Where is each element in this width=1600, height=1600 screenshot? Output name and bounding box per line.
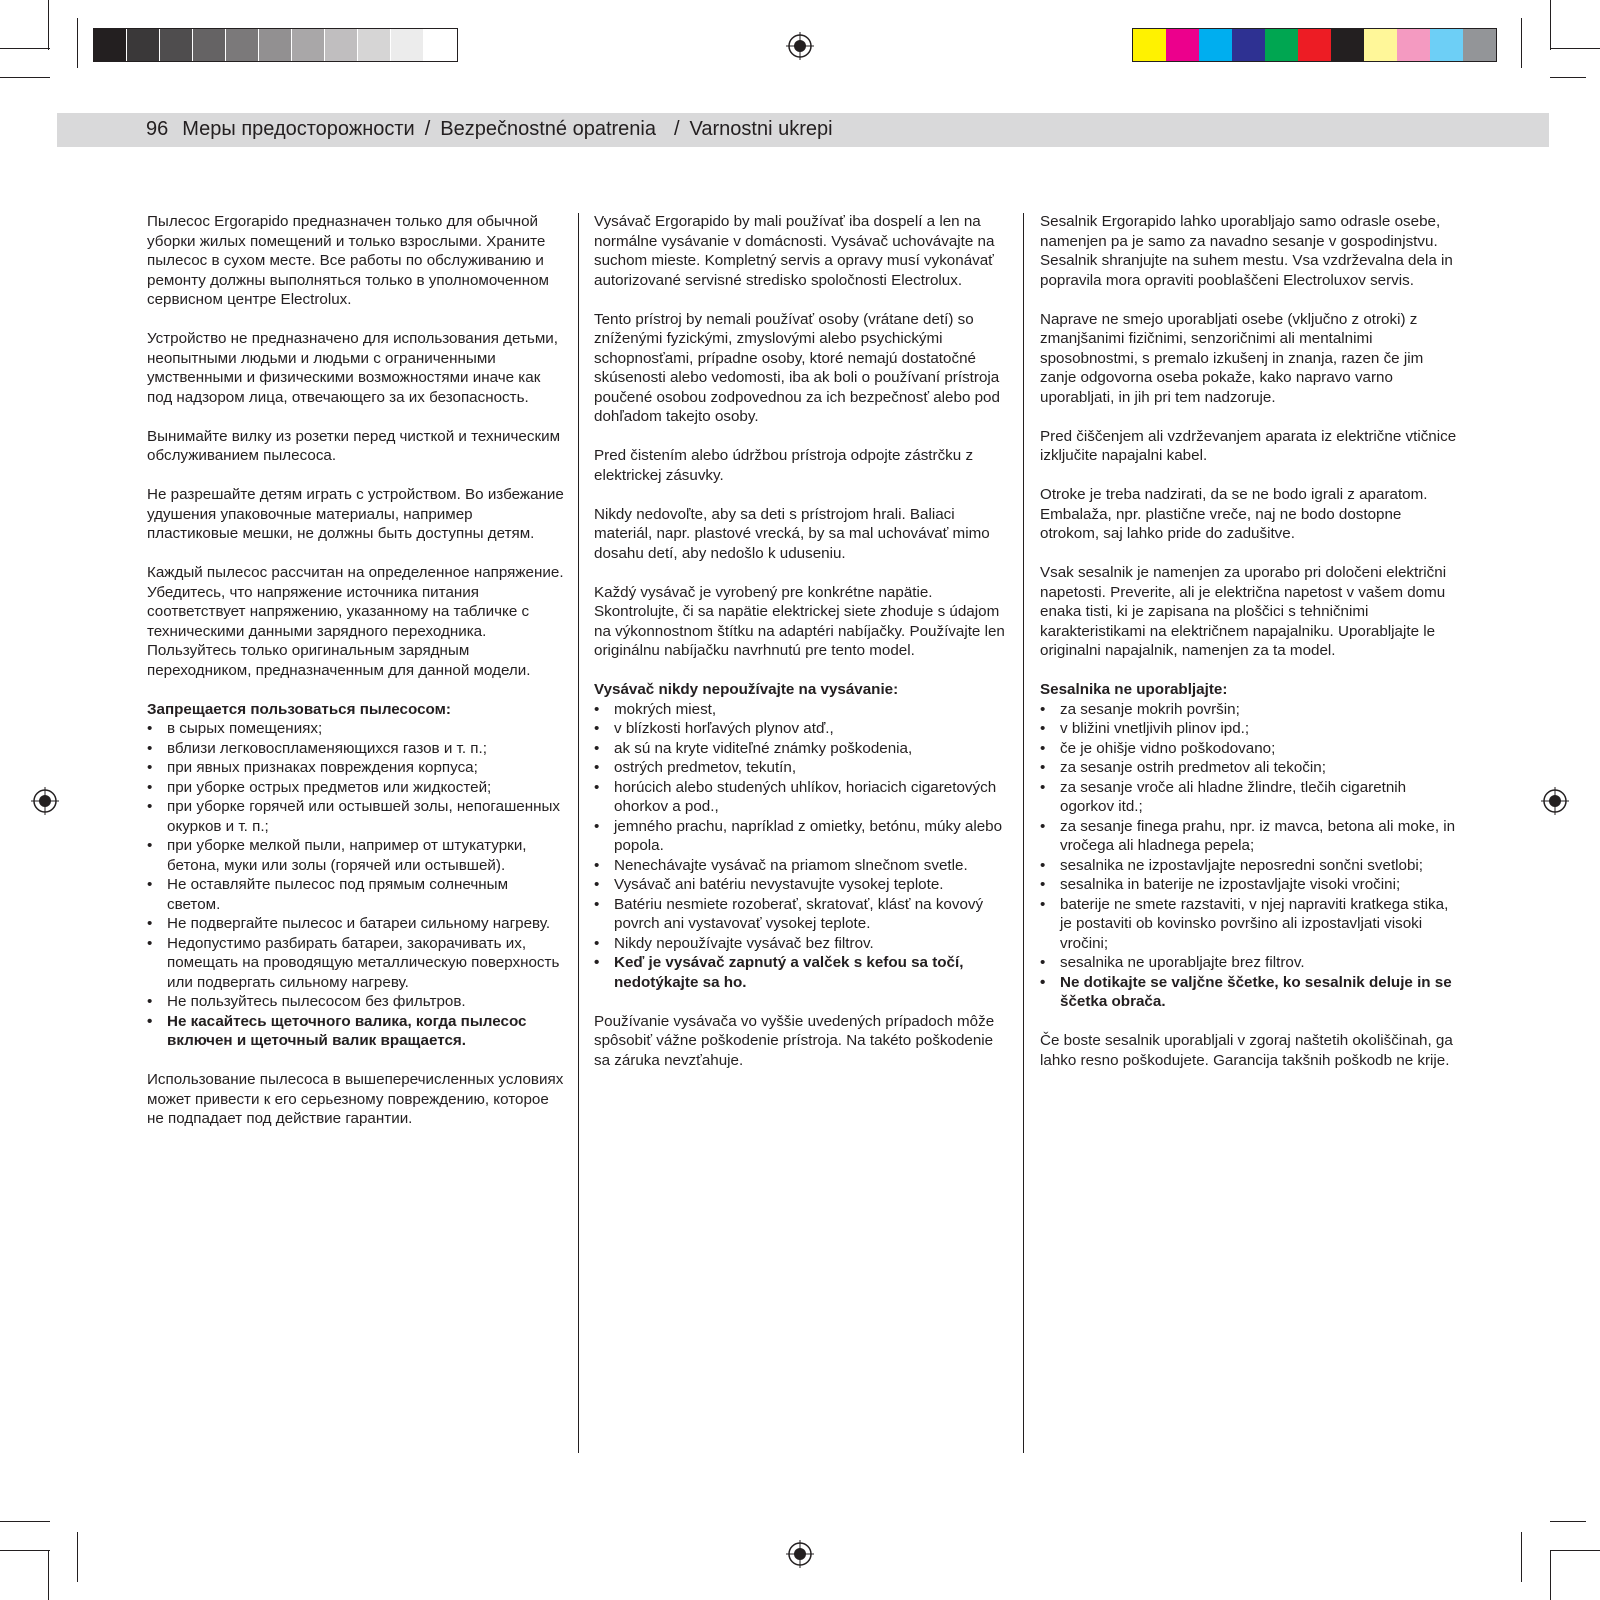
prohibited-uses-heading: Запрещается пользоваться пылесосом: [147,700,451,718]
registration-mark-icon [1541,787,1569,815]
color-swatch [1430,29,1463,61]
list-item: • v bližini vnetljivih plinov ipd.; [1040,719,1458,739]
paragraph-unplug: Pred čistením alebo údržbou prístroja odpojte zástrčku z elektrickej zásuvky. [594,447,974,484]
paragraph-voltage: Každý vysávač je vyrobený pre konkrétne napätie. Skontrolujte, či sa napätie elektrickej siete zhoduje s údajom na výkonnostnom štítku na adaptéri nabíjačky. Používajte len originálnu nabíjačku navrhnutú pre tento model. [594,583,1005,659]
prohibited-uses-list [1040,700,1458,1012]
paragraph-children: Не разрешайте детям играть с устройством. Во избежание удушения упаковочные материалы, например пластиковые мешки, не должны быть доступны детям. [147,486,564,542]
crop-mark [0,1550,50,1551]
color-swatch [1166,29,1199,61]
crop-mark [48,1550,49,1600]
header-separator: / [673,118,680,140]
color-swatch [1463,29,1496,61]
list-item: • при явных признаках повреждения корпуса; [147,758,565,778]
paragraph-warranty: Использование пылесоса в вышеперечисленных условиях может привести к его серьезному повреждению, которое не подпадает под действие гарантии. [147,1071,564,1127]
list-item: • Nenechávajte vysávač na priamom slnečnom svetle. [594,856,1012,876]
crop-mark [0,1521,50,1522]
color-swatch [1298,29,1331,61]
header-separator: / [424,118,431,140]
list-item: • в сырых помещениях; [147,719,565,739]
list-item: • za sesanje finega prahu, npr. iz mavca, betona ali moke, in vročega ali hladnega pepela; [1040,817,1458,856]
list-item: • Не пользуйтесь пылесосом без фильтров. [147,992,565,1012]
list-item: • Не оставляйте пылесос под прямым солнечным светом. [147,875,565,914]
list-item: • ak sú na kryte viditeľné známky poškodenia, [594,739,1012,759]
header-title-sl: Varnostni ukrepi [689,118,833,140]
color-swatch [259,29,292,61]
color-swatch [1331,29,1364,61]
list-item: • za sesanje ostrih predmetov ali tekočin; [1040,758,1458,778]
list-item: • sesalnika ne izpostavljajte neposredni sončni svetlobi; [1040,856,1458,876]
crop-mark [1521,1532,1522,1582]
paragraph-warranty: Če boste sesalnik uporabljali v zgoraj naštetih okoliščinah, ga lahko resno poškodujete. Garancija takšnih poškodb ne krije. [1040,1032,1453,1069]
prohibited-uses-heading: Sesalnika ne uporabljajte: [1040,681,1228,698]
paragraph-voltage: Каждый пылесос рассчитан на определенное напряжение. Убедитесь, что напряжение источника питания соответствует напряжению, указанному на табличке с техническими данными зарядного переходника. Пользуйтесь только оригинальным зарядным переходником, предназначенным для данной модели. [147,564,564,679]
color-swatch [1265,29,1298,61]
color-swatch [1232,29,1265,61]
color-swatch [226,29,259,61]
paragraph-supervision: Naprave ne smejo uporabljati osebe (vključno z otroki) z zmanjšanimi fizičnimi, senzoričnimi ali mentalnimi sposobnostmi, s premalo izkušenj in znanja, razen če jim zanje odgovorna oseba pokaže, kako napravo varno uporabljati, in jih pri tem nadzoruje. [1040,310,1424,406]
crop-mark [77,18,78,68]
prohibited-uses-list [147,719,565,1051]
list-item: • v blízkosti horľavých plynov atď., [594,719,1012,739]
paragraph-warranty: Používanie vysávača vo vyššie uvedených prípadoch môže spôsobiť vážne poškodenie prístroja. Na takéto poškodenie sa záruka nevzťahuje. [594,1012,995,1069]
registration-mark-icon [786,1540,814,1568]
paragraph-supervision: Tento prístroj by nemali používať osoby (vrátane detí) so zníženými fyzickými, zmyslovými alebo psychickými schopnosťami, prípadne osoby, ktoré nemajú dostatočné skúsenosti alebo vedomosti, iba ak boli o používaní prístroja poučené osobou zodpovednou za ich bezpečnosť alebo pod dohľadom takejto osoby. [594,310,1000,425]
crop-mark [48,0,49,50]
column-divider [578,213,579,1453]
header-title-sk: Bezpečnostné opatrenia [440,118,656,140]
color-swatch [94,29,127,61]
list-item: • horúcich alebo studených uhlíkov, horiacich cigaretových ohorkov a pod., [594,778,1012,817]
paragraph-children: Nikdy nedovoľte, aby sa deti s prístrojom hrali. Baliaci materiál, napr. plastové vrecká, by sa mal uchovávať mimo dosahu detí, aby nedošlo k uduseniu. [594,505,990,562]
list-item-warning: • Не касайтесь щеточного валика, когда пылесос включен и щеточный валик вращается. [147,1012,565,1051]
list-item: • ostrých predmetov, tekutín, [594,758,1012,778]
crop-mark [0,48,50,49]
list-item: • Не подвергайте пылесос и батареи сильному нагреву. [147,914,565,934]
list-item: • sesalnika ne uporabljajte brez filtrov. [1040,953,1458,973]
prohibited-uses-list [594,700,1012,993]
list-item: • sesalnika in baterije ne izpostavljajte visoki vročini; [1040,875,1458,895]
registration-mark-icon [31,787,59,815]
paragraph-intended-use: Vysávač Ergorapido by mali používať iba dospelí a len na normálne vysávanie v domácnosti. Vysávač uchovávajte na suchom mieste. Kompletný servis a opravy musí vykonávať autorizované servisné stredisko spoločnosti Electrolux. [594,213,995,289]
page-number: 96 [146,118,169,140]
paragraph-supervision: Устройство не предназначено для использования детьми, неопытными людьми и людьми с ограниченными умственными и физическими возможностями иначе как под надзором лица, отвечающего за их безопасность. [147,330,558,406]
color-swatch [160,29,193,61]
list-item: • при уборке мелкой пыли, например от штукатурки, бетона, муки или золы (горячей или остывшей). [147,836,565,875]
color-swatch [1199,29,1232,61]
list-item: • при уборке горячей или остывшей золы, непогашенных окурков и т. п.; [147,797,565,836]
color-swatch [292,29,325,61]
list-item: • Vysávač ani batériu nevystavujte vysokej teplote. [594,875,1012,895]
crop-mark [1550,1550,1600,1551]
color-swatch [424,29,457,61]
color-swatch [193,29,226,61]
crop-mark [0,77,50,78]
list-item: • Nikdy nepoužívajte vysávač bez filtrov. [594,934,1012,954]
color-swatch [1397,29,1430,61]
crop-mark [1550,1521,1586,1522]
color-swatch [1133,29,1166,61]
paragraph-intended-use: Пылесос Ergorapido предназначен только для обычной уборки жилых помещений и только взрослыми. Храните пылесос в сухом месте. Все работы по обслуживанию и ремонту должны выполняться только в уполномоченном сервисном центре Electrolux. [147,213,549,308]
color-swatch [127,29,160,61]
page-header [146,116,833,142]
crop-mark [1550,0,1551,50]
list-item-warning: • Keď je vysávač zapnutý a valček s kefou sa točí, nedotýkajte sa ho. [594,953,1012,992]
header-title-ru: Меры предосторожности [182,118,415,140]
list-item: • če je ohišje vidno poškodovano; [1040,739,1458,759]
paragraph-unplug: Pred čiščenjem ali vzdrževanjem aparata iz električne vtičnice izključite napajalni kabel. [1040,427,1457,464]
color-swatch [325,29,358,61]
crop-mark [1521,18,1522,68]
list-item: • za sesanje vroče ali hladne žlindre, tlečih cigaretnih ogorkov itd.; [1040,778,1458,817]
crop-mark [1550,1550,1551,1600]
list-item: • Batériu nesmiete rozoberať, skratovať, klásť na kovový povrch ani vystavovať vysokej teplote. [594,895,1012,934]
crop-mark [1550,77,1586,78]
paragraph-voltage: Vsak sesalnik je namenjen za uporabo pri določeni električni napetosti. Preverite, ali je električna napetost v vašem domu enaka tisti, ki je zapisana na ploščici s tehničnimi karakteristikami na električnem napajalniku. Uporabljajte le originalni napajalnik, namenjen za ta model. [1040,564,1447,659]
column-russian [147,212,565,1148]
color-swatch [1364,29,1397,61]
paragraph-children: Otroke je treba nadzirati, da se ne bodo igrali z aparatom. Embalaža, npr. plastične vreče, naj ne bodo dostopne otrokom, saj lahko pride do zadušitve. [1040,486,1428,542]
column-slovenian [1040,212,1458,1090]
list-item: • baterije ne smete razstaviti, v njej napraviti kratkega stika, je postaviti ob kovinsko površino ali izpostavljati visoki vročini; [1040,895,1458,954]
color-swatch [358,29,391,61]
registration-mark-icon [786,32,814,60]
crop-mark [1550,48,1600,49]
list-item: • za sesanje mokrih površin; [1040,700,1458,720]
crop-mark [77,1532,78,1582]
grayscale-color-bar [93,28,458,62]
list-item: • mokrých miest, [594,700,1012,720]
paragraph-unplug: Вынимайте вилку из розетки перед чисткой и техническим обслуживанием пылесоса. [147,427,561,464]
list-item: • вблизи легковоспламеняющихся газов и т. п.; [147,739,565,759]
color-swatch [391,29,424,61]
process-color-bar [1132,28,1497,62]
column-divider [1023,213,1024,1453]
list-item: • jemného prachu, napríklad z omietky, betónu, múky alebo popola. [594,817,1012,856]
prohibited-uses-heading: Vysávač nikdy nepoužívajte na vysávanie: [594,681,899,698]
list-item-warning: • Ne dotikajte se valjčne ščetke, ko sesalnik deluje in se ščetka obrača. [1040,973,1458,1012]
paragraph-intended-use: Sesalnik Ergorapido lahko uporabljajo samo odrasle osebe, namenjen pa je samo za navadno sesanje v gospodinjstvu. Sesalnik shranjujte na suhem mestu. Vsa vzdrževalna dela in popravila mora opraviti pooblaščeni Electroluxov servis. [1040,213,1453,289]
column-slovak [594,212,1012,1090]
list-item: • Недопустимо разбирать батареи, закорачивать их, помещать на проводящую металлическую поверхность или подвергать сильному нагреву. [147,934,565,993]
list-item: • при уборке острых предметов или жидкостей; [147,778,565,798]
